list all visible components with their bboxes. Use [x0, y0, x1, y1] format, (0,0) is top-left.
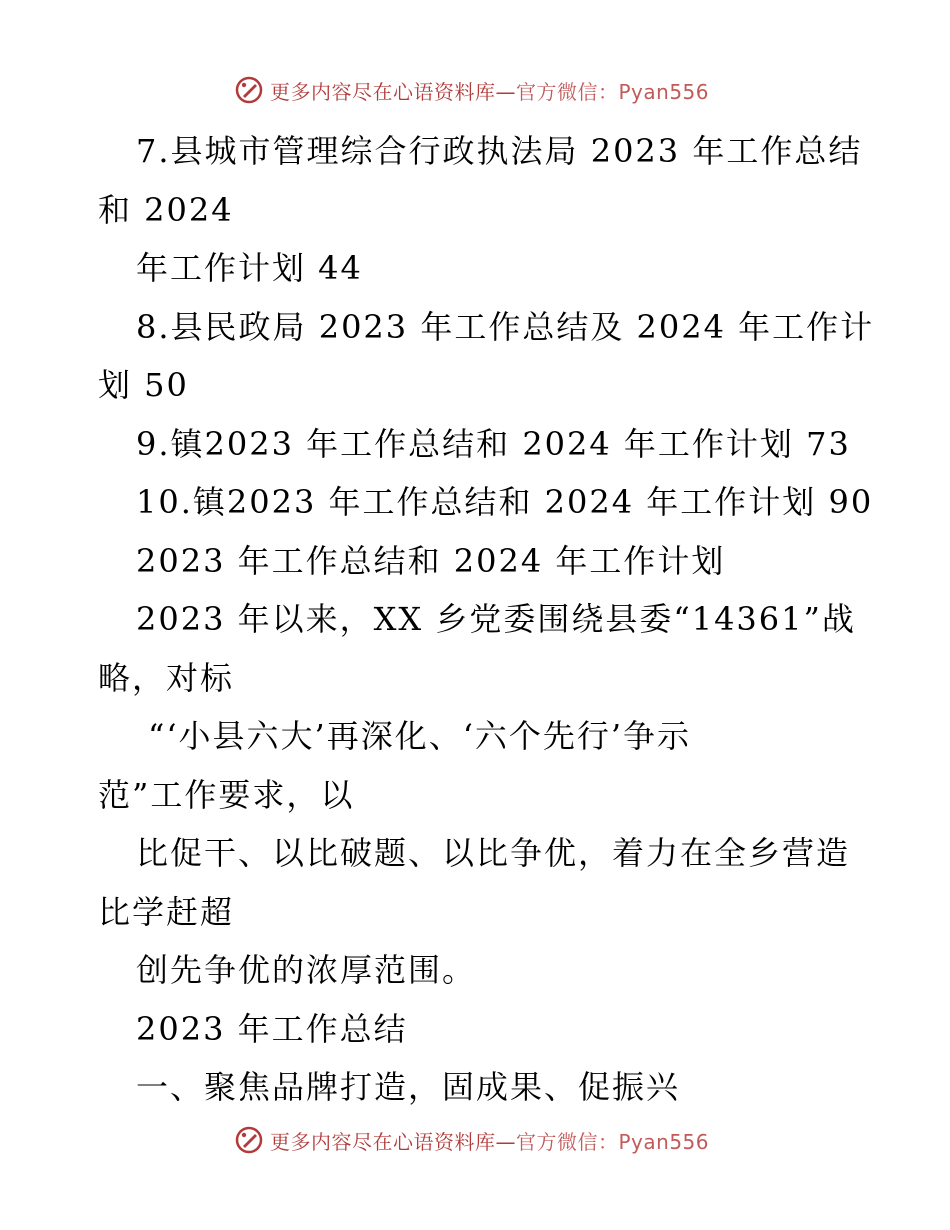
toc-item-7-cont: 和 2024	[98, 190, 234, 229]
document-body	[98, 122, 875, 1117]
watermark-text: 更多内容尽在心语资料库—官方微信：Pyan556	[270, 1129, 710, 1154]
document-heading: 2023 年工作总结和 2024 年工作计划	[136, 541, 726, 580]
paragraph-line: 比促干、以比破题、以比争优，着力在全乡营造	[136, 834, 851, 872]
watermark-footer	[234, 1123, 709, 1157]
paragraph-line: 比学赶超	[98, 892, 235, 931]
watermark-text: 更多内容尽在心语资料库—官方微信：Pyan556	[270, 79, 710, 104]
watermark-header	[234, 73, 709, 107]
pen-logo-icon	[234, 1125, 264, 1155]
paragraph-line: 创先争优的浓厚范围。	[136, 951, 477, 989]
toc-item-7: 7.县城市管理综合行政执法局 2023 年工作总结	[136, 132, 863, 170]
paragraph-line: 范”工作要求，以	[98, 775, 355, 814]
toc-item-8-cont: 划 50	[98, 366, 189, 404]
subsection-heading: 一、聚焦品牌打造，固成果、促振兴	[136, 1068, 681, 1106]
section-heading: 2023 年工作总结	[136, 1009, 408, 1048]
paragraph-line: 略，对标	[98, 658, 235, 697]
toc-item-10: 10.镇2023 年工作总结和 2024 年工作计划 90	[136, 483, 874, 521]
toc-item-7-page: 年工作计划 44	[136, 249, 363, 287]
pen-logo-icon	[234, 75, 264, 105]
toc-item-9: 9.镇2023 年工作总结和 2024 年工作计划 73	[136, 424, 851, 463]
paragraph-line: 2023 年以来，XX 乡党委围绕县委“14361”战	[136, 600, 856, 638]
paragraph-line: “‘小县六大’再深化、‘六个先行’争示	[148, 717, 692, 755]
toc-item-8: 8.县民政局 2023 年工作总结及 2024 年工作计	[136, 307, 875, 346]
